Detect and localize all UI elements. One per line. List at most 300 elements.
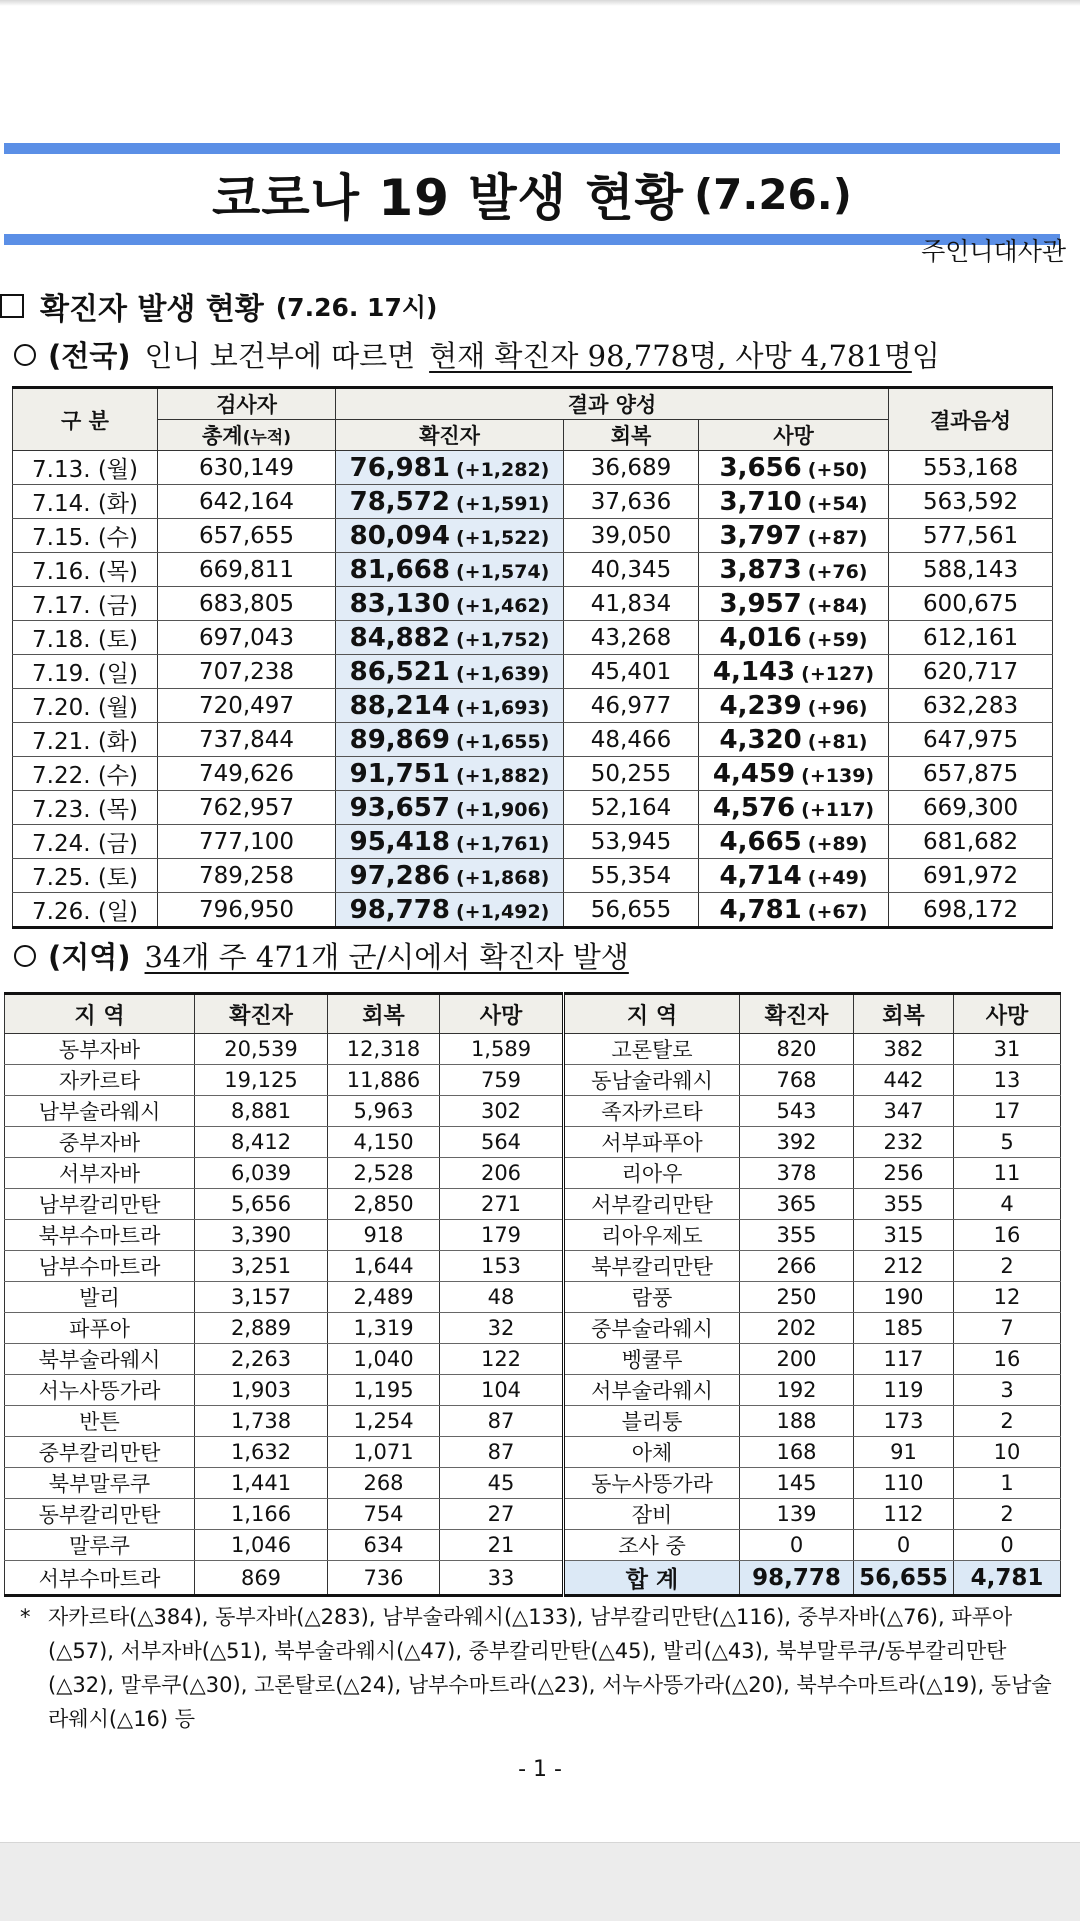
cell-recovered: 40,345 bbox=[564, 553, 699, 587]
cell-recovered: 119 bbox=[854, 1375, 954, 1406]
confirmed-value: 93,657 bbox=[349, 792, 450, 823]
cell-confirmed: 2,263 bbox=[195, 1344, 328, 1375]
cell-date: 7.26. (일) bbox=[13, 893, 158, 928]
cell-recovered: 754 bbox=[328, 1499, 440, 1530]
cell-confirmed: 392 bbox=[740, 1127, 854, 1158]
cell-recovered: 48,466 bbox=[564, 723, 699, 757]
table-row bbox=[5, 1375, 1061, 1406]
cell-deaths: 1,589 bbox=[440, 1034, 564, 1065]
cell-recovered: 918 bbox=[328, 1220, 440, 1251]
cell-confirmed bbox=[336, 621, 564, 655]
table-row bbox=[5, 1499, 1061, 1530]
cell-recovered: 1,319 bbox=[328, 1313, 440, 1344]
cell-confirmed: 168 bbox=[740, 1437, 854, 1468]
cell-date: 7.16. (목) bbox=[13, 553, 158, 587]
cell-recovered: 50,255 bbox=[564, 757, 699, 791]
confirmed-delta: (+1,639) bbox=[455, 662, 550, 685]
table-row bbox=[13, 791, 1053, 825]
national-table bbox=[12, 386, 1053, 929]
cell-deaths: 7 bbox=[954, 1313, 1061, 1344]
cell-confirmed: 355 bbox=[740, 1220, 854, 1251]
cell-confirmed: 365 bbox=[740, 1189, 854, 1220]
cell-recovered: 53,945 bbox=[564, 825, 699, 859]
table-row bbox=[13, 689, 1053, 723]
cell-confirmed: 378 bbox=[740, 1158, 854, 1189]
table-row bbox=[13, 485, 1053, 519]
table-row bbox=[5, 1127, 1061, 1158]
cell-deaths: 16 bbox=[954, 1344, 1061, 1375]
cell-deaths: 0 bbox=[954, 1530, 1061, 1561]
cell-recovered: 1,254 bbox=[328, 1406, 440, 1437]
cell-recovered: 37,636 bbox=[564, 485, 699, 519]
deaths-value: 4,781 bbox=[719, 894, 802, 925]
cell-deaths: 302 bbox=[440, 1096, 564, 1127]
cell-date: 7.13. (월) bbox=[13, 451, 158, 485]
confirmed-value: 86,521 bbox=[349, 656, 450, 687]
page-bottom-area bbox=[0, 1842, 1080, 1921]
table-row bbox=[5, 1406, 1061, 1437]
deaths-value: 4,665 bbox=[719, 826, 802, 857]
cell-recovered: 1,195 bbox=[328, 1375, 440, 1406]
cell-date: 7.14. (화) bbox=[13, 485, 158, 519]
confirmed-delta: (+1,462) bbox=[455, 594, 550, 617]
cell-tested: 683,805 bbox=[158, 587, 336, 621]
cell-recovered: 12,318 bbox=[328, 1034, 440, 1065]
deaths-delta: (+96) bbox=[807, 696, 868, 719]
cell-confirmed: 1,166 bbox=[195, 1499, 328, 1530]
cell-region: 중부칼리만탄 bbox=[5, 1437, 195, 1468]
cell-recovered: 185 bbox=[854, 1313, 954, 1344]
cell-recovered: 634 bbox=[328, 1530, 440, 1561]
deaths-value: 4,320 bbox=[719, 724, 802, 755]
cell-deaths: 31 bbox=[954, 1034, 1061, 1065]
cell-recovered: 2,528 bbox=[328, 1158, 440, 1189]
confirmed-value: 78,572 bbox=[349, 486, 450, 517]
cell-confirmed: 2,889 bbox=[195, 1313, 328, 1344]
confirmed-value: 76,981 bbox=[349, 452, 450, 483]
cell-tested: 762,957 bbox=[158, 791, 336, 825]
cell-negative: 632,283 bbox=[889, 689, 1053, 723]
cell-negative: 620,717 bbox=[889, 655, 1053, 689]
cell-deaths: 271 bbox=[440, 1189, 564, 1220]
cell-confirmed: 820 bbox=[740, 1034, 854, 1065]
deaths-delta: (+76) bbox=[807, 560, 868, 583]
cell-confirmed: 869 bbox=[195, 1561, 328, 1596]
confirmed-value: 84,882 bbox=[349, 622, 450, 653]
cell-region: 동부자바 bbox=[5, 1034, 195, 1065]
cell-deaths: 759 bbox=[440, 1065, 564, 1096]
cell-recovered: 736 bbox=[328, 1561, 440, 1596]
deaths-value: 4,459 bbox=[712, 758, 796, 789]
national-prefix: 인니 보건부에 따르면 bbox=[144, 339, 416, 373]
cell-confirmed: 20,539 bbox=[195, 1034, 328, 1065]
cell-confirmed: 1,632 bbox=[195, 1437, 328, 1468]
cell-negative: 681,682 bbox=[889, 825, 1053, 859]
cell-date: 7.21. (화) bbox=[13, 723, 158, 757]
cell-recovered: 112 bbox=[854, 1499, 954, 1530]
cell-confirmed: 3,390 bbox=[195, 1220, 328, 1251]
table-row bbox=[5, 1530, 1061, 1561]
cell-confirmed bbox=[336, 451, 564, 485]
cell-recovered: 256 bbox=[854, 1158, 954, 1189]
confirmed-value: 97,286 bbox=[349, 860, 450, 891]
cell-deaths: 122 bbox=[440, 1344, 564, 1375]
deaths-value: 3,656 bbox=[719, 452, 802, 483]
cell-deaths bbox=[699, 825, 889, 859]
cell-region: 파푸아 bbox=[5, 1313, 195, 1344]
confirmed-value: 95,418 bbox=[349, 826, 450, 857]
regional-table bbox=[4, 992, 1061, 1597]
confirmed-delta: (+1,868) bbox=[455, 866, 550, 889]
cell-negative: 612,161 bbox=[889, 621, 1053, 655]
table-row bbox=[5, 1561, 1061, 1596]
cell-region: 북부칼리만탄 bbox=[564, 1251, 740, 1282]
cell-recovered: 117 bbox=[854, 1344, 954, 1375]
cell-confirmed: 250 bbox=[740, 1282, 854, 1313]
cell-deaths: 32 bbox=[440, 1313, 564, 1344]
cell-recovered: 55,354 bbox=[564, 859, 699, 893]
cell-deaths: 33 bbox=[440, 1561, 564, 1596]
cell-confirmed bbox=[336, 723, 564, 757]
cell-date: 7.24. (금) bbox=[13, 825, 158, 859]
table-row bbox=[13, 757, 1053, 791]
cell-region: 리아우제도 bbox=[564, 1220, 740, 1251]
cell-negative: 698,172 bbox=[889, 893, 1053, 928]
cell-negative: 588,143 bbox=[889, 553, 1053, 587]
cell-recovered: 41,834 bbox=[564, 587, 699, 621]
cell-confirmed: 1,903 bbox=[195, 1375, 328, 1406]
cell-recovered: 45,401 bbox=[564, 655, 699, 689]
cell-region: 조사 중 bbox=[564, 1530, 740, 1561]
deaths-delta: (+89) bbox=[807, 832, 868, 855]
cell-region: 서부자바 bbox=[5, 1158, 195, 1189]
header-confirmed-left: 확진자 bbox=[195, 994, 328, 1034]
deaths-delta: (+81) bbox=[807, 730, 868, 753]
cell-confirmed: 188 bbox=[740, 1406, 854, 1437]
cell-recovered: 36,689 bbox=[564, 451, 699, 485]
table-row bbox=[5, 1437, 1061, 1468]
cell-date: 7.15. (수) bbox=[13, 519, 158, 553]
cell-deaths: 2 bbox=[954, 1499, 1061, 1530]
cell-region: 블리퉁 bbox=[564, 1406, 740, 1437]
cell-recovered: 1,040 bbox=[328, 1344, 440, 1375]
cell-recovered: 11,886 bbox=[328, 1065, 440, 1096]
cell-region: 서부칼리만탄 bbox=[564, 1189, 740, 1220]
header-recovered-left: 회복 bbox=[328, 994, 440, 1034]
cell-date: 7.17. (금) bbox=[13, 587, 158, 621]
cell-deaths bbox=[699, 757, 889, 791]
cell-tested: 642,164 bbox=[158, 485, 336, 519]
cell-confirmed bbox=[336, 519, 564, 553]
cell-recovered: 268 bbox=[328, 1468, 440, 1499]
confirmed-delta: (+1,492) bbox=[455, 900, 550, 923]
deaths-value: 3,710 bbox=[719, 486, 802, 517]
deaths-delta: (+59) bbox=[807, 628, 868, 651]
cell-confirmed: 202 bbox=[740, 1313, 854, 1344]
confirmed-delta: (+1,591) bbox=[455, 492, 550, 515]
cell-region: 반튼 bbox=[5, 1406, 195, 1437]
cell-deaths: 564 bbox=[440, 1127, 564, 1158]
section-heading bbox=[0, 284, 437, 328]
cell-region: 잠비 bbox=[564, 1499, 740, 1530]
cell-region: 중부술라웨시 bbox=[564, 1313, 740, 1344]
cell-confirmed: 1,738 bbox=[195, 1406, 328, 1437]
deaths-value: 3,873 bbox=[719, 554, 802, 585]
cell-confirmed bbox=[336, 689, 564, 723]
deaths-delta: (+49) bbox=[807, 866, 868, 889]
cell-region: 남부칼리만탄 bbox=[5, 1189, 195, 1220]
title-rule-bottom bbox=[4, 234, 1060, 245]
table-row bbox=[13, 723, 1053, 757]
deaths-delta: (+54) bbox=[807, 492, 868, 515]
table-row bbox=[5, 1468, 1061, 1499]
cell-date: 7.25. (토) bbox=[13, 859, 158, 893]
cell-confirmed: 8,881 bbox=[195, 1096, 328, 1127]
cell-deaths: 17 bbox=[954, 1096, 1061, 1127]
cell-region: 동누사뜽가라 bbox=[564, 1468, 740, 1499]
table-row bbox=[5, 1282, 1061, 1313]
cell-tested: 630,149 bbox=[158, 451, 336, 485]
cell-deaths: 45 bbox=[440, 1468, 564, 1499]
deaths-delta: (+67) bbox=[807, 900, 868, 923]
cell-negative: 691,972 bbox=[889, 859, 1053, 893]
cell-date: 7.23. (목) bbox=[13, 791, 158, 825]
confirmed-value: 81,668 bbox=[349, 554, 450, 585]
header-deaths-right: 사망 bbox=[954, 994, 1061, 1034]
table-row bbox=[5, 1344, 1061, 1375]
header-recovered: 회복 bbox=[564, 420, 699, 451]
header-deaths-left: 사망 bbox=[440, 994, 564, 1034]
cell-recovered: 315 bbox=[854, 1220, 954, 1251]
table-row bbox=[13, 893, 1053, 928]
confirmed-delta: (+1,761) bbox=[455, 832, 550, 855]
cell-confirmed: 1,046 bbox=[195, 1530, 328, 1561]
cell-confirmed bbox=[336, 485, 564, 519]
cell-tested: 777,100 bbox=[158, 825, 336, 859]
cell-confirmed: 3,157 bbox=[195, 1282, 328, 1313]
cell-confirmed bbox=[336, 553, 564, 587]
header-tested-total: 총계(누적) bbox=[158, 420, 336, 451]
cell-tested: 697,043 bbox=[158, 621, 336, 655]
header-tested: 검사자 bbox=[158, 388, 336, 420]
table-row bbox=[5, 1251, 1061, 1282]
total-confirmed: 98,778 bbox=[740, 1561, 854, 1596]
cell-confirmed: 3,251 bbox=[195, 1251, 328, 1282]
header-recovered-right: 회복 bbox=[854, 994, 954, 1034]
cell-deaths bbox=[699, 485, 889, 519]
table-row bbox=[5, 1096, 1061, 1127]
cell-deaths: 87 bbox=[440, 1437, 564, 1468]
section-title: 확진자 발생 현황 bbox=[40, 292, 264, 327]
cell-confirmed: 6,039 bbox=[195, 1158, 328, 1189]
cell-recovered: 4,150 bbox=[328, 1127, 440, 1158]
page-title-date: (7.26.) bbox=[693, 169, 852, 219]
cell-confirmed: 139 bbox=[740, 1499, 854, 1530]
square-bullet-icon bbox=[0, 294, 24, 318]
cell-negative: 553,168 bbox=[889, 451, 1053, 485]
table-row bbox=[13, 859, 1053, 893]
cell-recovered: 2,489 bbox=[328, 1282, 440, 1313]
cell-region: 남부술라웨시 bbox=[5, 1096, 195, 1127]
deaths-value: 3,957 bbox=[719, 588, 802, 619]
regional-tag: (지역) bbox=[48, 940, 131, 974]
cell-region: 리아우 bbox=[564, 1158, 740, 1189]
cell-negative: 657,875 bbox=[889, 757, 1053, 791]
regional-text: 34개 주 471개 군/시에서 확진자 발생 bbox=[144, 940, 629, 974]
cell-recovered: 1,644 bbox=[328, 1251, 440, 1282]
cell-recovered: 46,977 bbox=[564, 689, 699, 723]
cell-region: 발리 bbox=[5, 1282, 195, 1313]
table-row bbox=[13, 655, 1053, 689]
cell-confirmed: 0 bbox=[740, 1530, 854, 1561]
cell-confirmed: 145 bbox=[740, 1468, 854, 1499]
cell-confirmed bbox=[336, 859, 564, 893]
cell-recovered: 56,655 bbox=[564, 893, 699, 928]
cell-deaths: 11 bbox=[954, 1158, 1061, 1189]
table-row bbox=[13, 451, 1053, 485]
cell-deaths bbox=[699, 519, 889, 553]
regional-table-body bbox=[5, 1034, 1061, 1596]
cell-tested: 796,950 bbox=[158, 893, 336, 928]
cell-confirmed: 8,412 bbox=[195, 1127, 328, 1158]
cell-negative: 647,975 bbox=[889, 723, 1053, 757]
confirmed-delta: (+1,655) bbox=[455, 730, 550, 753]
table-row bbox=[5, 1189, 1061, 1220]
cell-deaths: 179 bbox=[440, 1220, 564, 1251]
cell-deaths bbox=[699, 689, 889, 723]
cell-deaths: 16 bbox=[954, 1220, 1061, 1251]
cell-confirmed: 266 bbox=[740, 1251, 854, 1282]
cell-deaths: 27 bbox=[440, 1499, 564, 1530]
deaths-delta: (+117) bbox=[801, 798, 875, 821]
cell-recovered: 173 bbox=[854, 1406, 954, 1437]
cell-region: 북부술라웨시 bbox=[5, 1344, 195, 1375]
cell-deaths: 10 bbox=[954, 1437, 1061, 1468]
cell-recovered: 1,071 bbox=[328, 1437, 440, 1468]
confirmed-delta: (+1,522) bbox=[455, 526, 550, 549]
deaths-value: 4,714 bbox=[719, 860, 802, 891]
cell-confirmed: 768 bbox=[740, 1065, 854, 1096]
issuer-label: 주인니대사관 bbox=[921, 237, 1066, 266]
cell-region: 북부말루쿠 bbox=[5, 1468, 195, 1499]
cell-region: 남부수마트라 bbox=[5, 1251, 195, 1282]
cell-recovered: 52,164 bbox=[564, 791, 699, 825]
cell-deaths: 104 bbox=[440, 1375, 564, 1406]
cell-confirmed: 1,441 bbox=[195, 1468, 328, 1499]
cell-date: 7.18. (토) bbox=[13, 621, 158, 655]
cell-tested: 707,238 bbox=[158, 655, 336, 689]
deaths-value: 4,239 bbox=[719, 690, 802, 721]
cell-negative: 563,592 bbox=[889, 485, 1053, 519]
circle-bullet-icon bbox=[14, 945, 36, 967]
cell-deaths: 48 bbox=[440, 1282, 564, 1313]
cell-date: 7.20. (월) bbox=[13, 689, 158, 723]
cell-confirmed: 19,125 bbox=[195, 1065, 328, 1096]
national-highlight: 현재 확진자 98,778명, 사망 4,781명 bbox=[429, 339, 912, 373]
cell-recovered: 5,963 bbox=[328, 1096, 440, 1127]
deaths-value: 4,576 bbox=[712, 792, 796, 823]
national-suffix: 임 bbox=[911, 339, 940, 373]
cell-recovered: 110 bbox=[854, 1468, 954, 1499]
cell-region: 중부자바 bbox=[5, 1127, 195, 1158]
cell-deaths bbox=[699, 791, 889, 825]
deaths-delta: (+127) bbox=[801, 662, 875, 685]
cell-region: 고론탈로 bbox=[564, 1034, 740, 1065]
cell-deaths bbox=[699, 859, 889, 893]
confirmed-value: 83,130 bbox=[349, 588, 450, 619]
cell-confirmed bbox=[336, 825, 564, 859]
cell-recovered: 0 bbox=[854, 1530, 954, 1561]
cell-date: 7.22. (수) bbox=[13, 757, 158, 791]
section-date: (7.26. 17시) bbox=[275, 293, 438, 322]
cell-recovered: 232 bbox=[854, 1127, 954, 1158]
cell-deaths: 13 bbox=[954, 1065, 1061, 1096]
deaths-value: 4,016 bbox=[719, 622, 802, 653]
cell-region: 서부술라웨시 bbox=[564, 1375, 740, 1406]
cell-deaths: 21 bbox=[440, 1530, 564, 1561]
table-row bbox=[5, 1158, 1061, 1189]
cell-deaths: 2 bbox=[954, 1406, 1061, 1437]
table-row bbox=[13, 553, 1053, 587]
cell-confirmed bbox=[336, 655, 564, 689]
cell-recovered: 43,268 bbox=[564, 621, 699, 655]
cell-deaths: 87 bbox=[440, 1406, 564, 1437]
table-row bbox=[5, 1065, 1061, 1096]
cell-negative: 669,300 bbox=[889, 791, 1053, 825]
header-positive: 결과 양성 bbox=[336, 388, 889, 420]
cell-confirmed bbox=[336, 757, 564, 791]
cell-negative: 577,561 bbox=[889, 519, 1053, 553]
table-row bbox=[5, 1034, 1061, 1065]
cell-confirmed bbox=[336, 791, 564, 825]
page-number: - 1 - bbox=[518, 1757, 562, 1782]
cell-deaths: 206 bbox=[440, 1158, 564, 1189]
title-band bbox=[4, 143, 1060, 245]
cell-deaths bbox=[699, 893, 889, 928]
confirmed-delta: (+1,882) bbox=[455, 764, 550, 787]
national-tag: (전국) bbox=[48, 339, 131, 373]
title-box bbox=[4, 154, 1060, 234]
cell-recovered: 190 bbox=[854, 1282, 954, 1313]
deaths-value: 4,143 bbox=[712, 656, 796, 687]
total-recovered: 56,655 bbox=[854, 1561, 954, 1596]
deaths-delta: (+87) bbox=[807, 526, 868, 549]
national-summary-line bbox=[14, 334, 940, 375]
table-row bbox=[13, 825, 1053, 859]
circle-bullet-icon bbox=[14, 344, 36, 366]
confirmed-delta: (+1,752) bbox=[455, 628, 550, 651]
cell-tested: 789,258 bbox=[158, 859, 336, 893]
cell-region: 아체 bbox=[564, 1437, 740, 1468]
cell-confirmed: 200 bbox=[740, 1344, 854, 1375]
confirmed-value: 80,094 bbox=[349, 520, 450, 551]
deaths-value: 3,797 bbox=[719, 520, 802, 551]
header-region-left: 지 역 bbox=[5, 994, 195, 1034]
cell-tested: 720,497 bbox=[158, 689, 336, 723]
cell-recovered: 382 bbox=[854, 1034, 954, 1065]
cell-region: 동부칼리만탄 bbox=[5, 1499, 195, 1530]
cell-deaths: 2 bbox=[954, 1251, 1061, 1282]
cell-confirmed: 192 bbox=[740, 1375, 854, 1406]
total-label: 합 계 bbox=[564, 1561, 740, 1596]
cell-deaths bbox=[699, 451, 889, 485]
cell-tested: 737,844 bbox=[158, 723, 336, 757]
cell-region: 서부수마트라 bbox=[5, 1561, 195, 1596]
cell-region: 말루쿠 bbox=[5, 1530, 195, 1561]
cell-confirmed bbox=[336, 893, 564, 928]
cell-deaths bbox=[699, 587, 889, 621]
confirmed-value: 91,751 bbox=[349, 758, 450, 789]
